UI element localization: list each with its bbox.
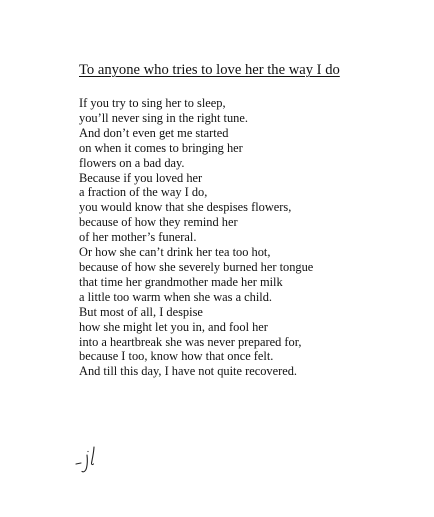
- poem-line: a fraction of the way I do,: [79, 185, 208, 200]
- handwritten-signature: [74, 445, 102, 475]
- poem-line: how she might let you in, and fool her: [79, 319, 268, 334]
- poem-title: To anyone who tries to love her the way I do: [79, 62, 340, 78]
- poem-line: But most of all, I despise: [79, 304, 203, 319]
- poem-body: [79, 96, 313, 379]
- poem-line: If you try to sing her to sleep,: [79, 96, 226, 110]
- poem-line: flowers on a bad day.: [79, 155, 185, 170]
- poem-line: into a heartbreak she was never prepared for,: [79, 334, 302, 349]
- poem-line: that time her grandmother made her milk: [79, 274, 283, 289]
- poem-line: Or how she can’t drink her tea too hot,: [79, 245, 271, 260]
- poem-line: because of how she severely burned her tongue: [79, 259, 314, 274]
- poem-line: And don’t even get me started: [79, 125, 229, 140]
- poem-line: because I too, know how that once felt.: [79, 349, 274, 364]
- poem-line: because of how they remind her: [79, 215, 238, 230]
- poem-line: of her mother’s funeral.: [79, 230, 197, 245]
- poem-line: you would know that she despises flowers,: [79, 200, 292, 215]
- poem-line: And till this day, I have not quite recovered.: [79, 364, 298, 379]
- poem-line: a little too warm when she was a child.: [79, 289, 273, 304]
- poem-line: on when it comes to bringing her: [79, 140, 243, 155]
- poem-line: Because if you loved her: [79, 170, 203, 185]
- poem-line: you’ll never sing in the right tune.: [79, 110, 248, 125]
